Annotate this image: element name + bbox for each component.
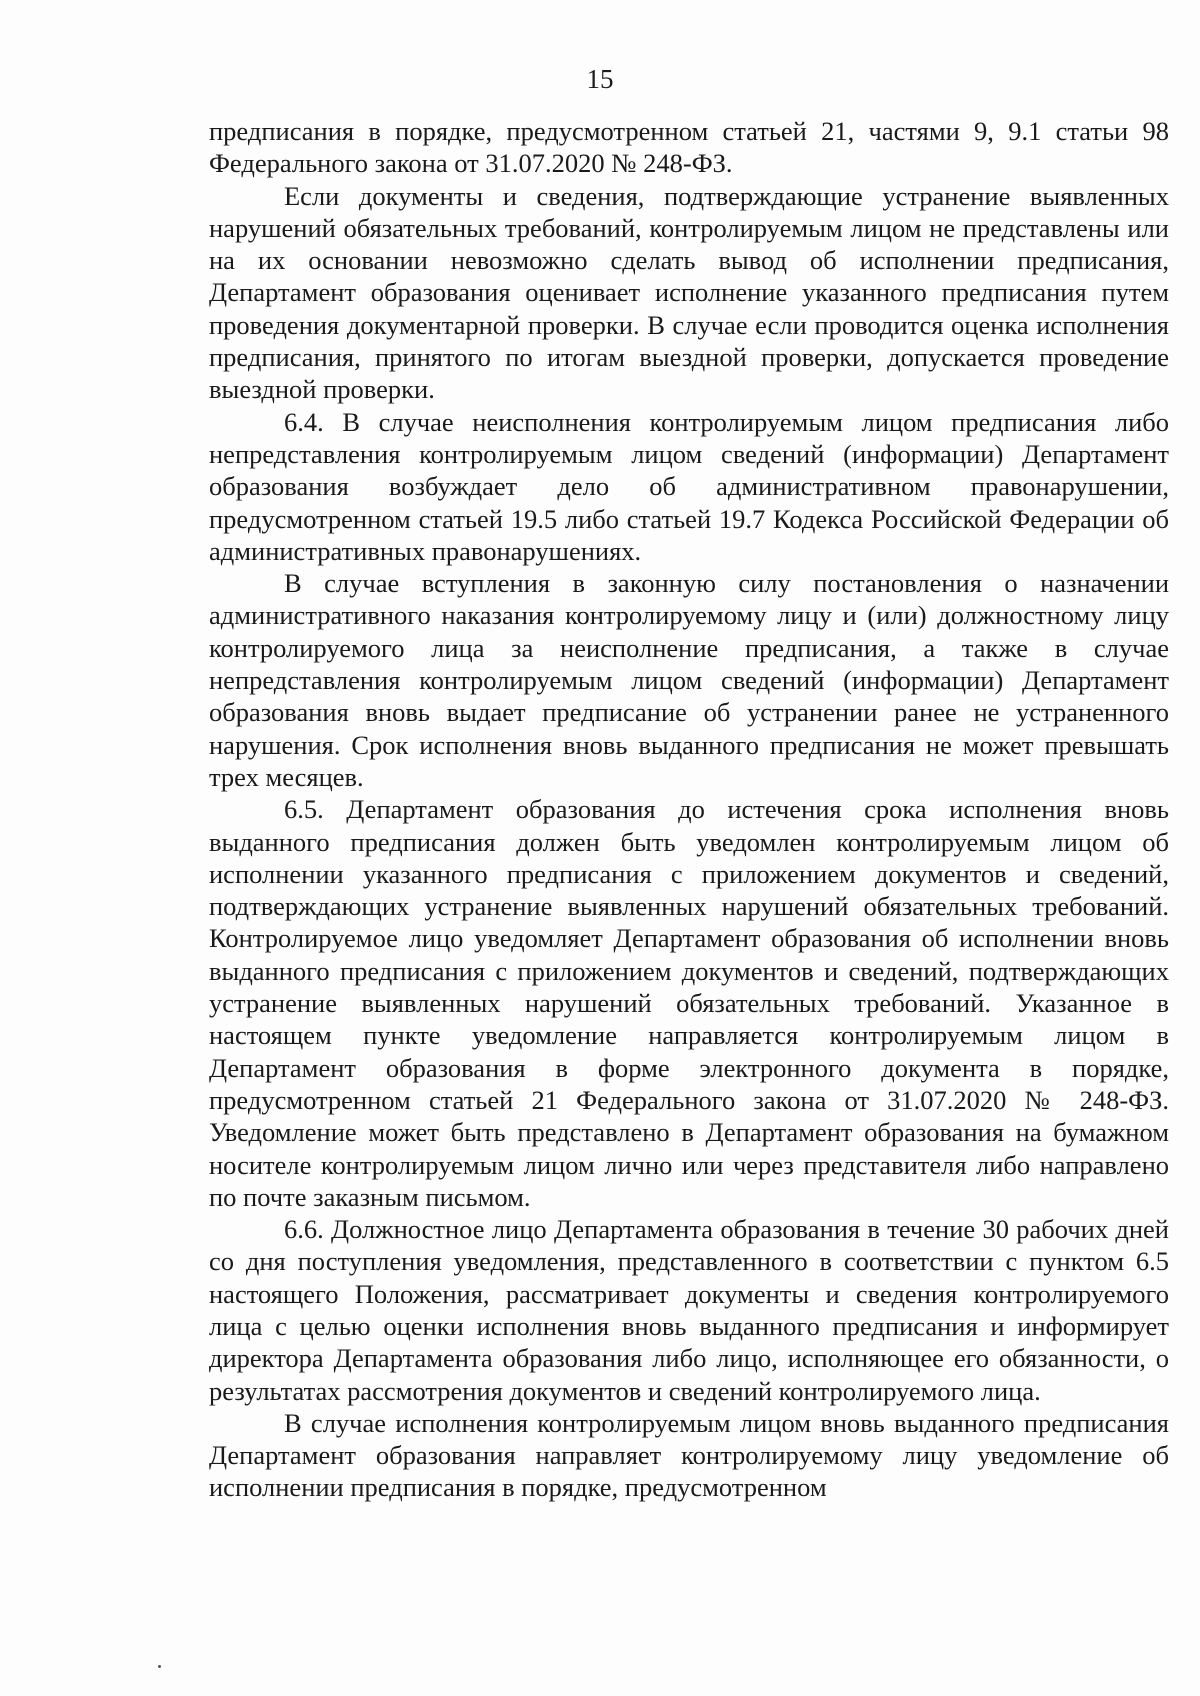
paragraph-6-5: 6.5. Департамент образования до истечения срока исполнения вновь выданного предписания должен быть уведомлен контролируемым лицом об исполнении указанного предписания с приложением документов и сведений, подтверждающих устранение выявленных нарушений обязательных требований. Контролируемое лицо уведомляет Департамент образования об исполнении вновь выданного предписания с приложением документов и сведений, подтверждающих устранение выявленных нарушений обязательных требований. Указанное в настоящем пункте уведомление направляется контролируемым лицом в Департамент образования в форме электронного документа в порядке, предусмотренном статьей 21 Федерального закона от 31.07.2020 № 248-ФЗ. Уведомление может быть представлено в Департамент образования на бумажном носителе контролируемым лицом лично или через представителя либо направлено по почте заказным письмом. [209,794,1169,1212]
scan-speck [158,1665,161,1668]
paragraph-continuation: предписания в порядке, предусмотренном статьей 21, частями 9, 9.1 статьи 98 Федерального закона от 31.07.2020 № 248-ФЗ. [209,116,1169,179]
paragraph: Если документы и сведения, подтверждающие устранение выявленных нарушений обязательных требований, контролируемым лицом не представлены или на их основании невозможно сделать вывод об исполнении предписания, Департамент образования оценивает исполнение указанного предписания путем проведения документарной проверки. В случае если проводится оценка исполнения предписания, принятого по итогам выездной проверки, допускается проведение выездной проверки. [209,180,1169,405]
paragraph-6-4: 6.4. В случае неисполнения контролируемым лицом предписания либо непредставления контролируемым лицом сведений (информации) Департамент образования возбуждает дело об административном правонарушении, предусмотренном статьей 19.5 либо статьей 19.7 Кодекса Российской Федерации об административных правонарушениях. [209,406,1169,566]
paragraph-6-6: 6.6. Должностное лицо Департамента образования в течение 30 рабочих дней со дня поступления уведомления, представленного в соответствии с пунктом 6.5 настоящего Положения, рассматривает документы и сведения контролируемого лица с целью оценки исполнения вновь выданного предписания и информирует директора Департамента образования либо лицо, исполняющее его обязанности, о результатах рассмотрения документов и сведений контролируемого лица. [209,1214,1169,1406]
page-number: 15 [586,64,614,94]
paragraph: В случае вступления в законную силу постановления о назначении административного наказания контролируемому лицу и (или) должностному лицу контролируемого лица за неисполнение предписания, а также в случае непредставления контролируемым лицом сведений (информации) Департамент образования вновь выдает предписание об устранении ранее не устраненного нарушения. Срок исполнения вновь выданного предписания не может превышать трех месяцев. [209,568,1169,792]
document-body [209,115,1169,1504]
paragraph: В случае исполнения контролируемым лицом вновь выданного предписания Департамент образования направляет контролируемому лицу уведомление об исполнении предписания в порядке, предусмотренном [209,1407,1169,1503]
